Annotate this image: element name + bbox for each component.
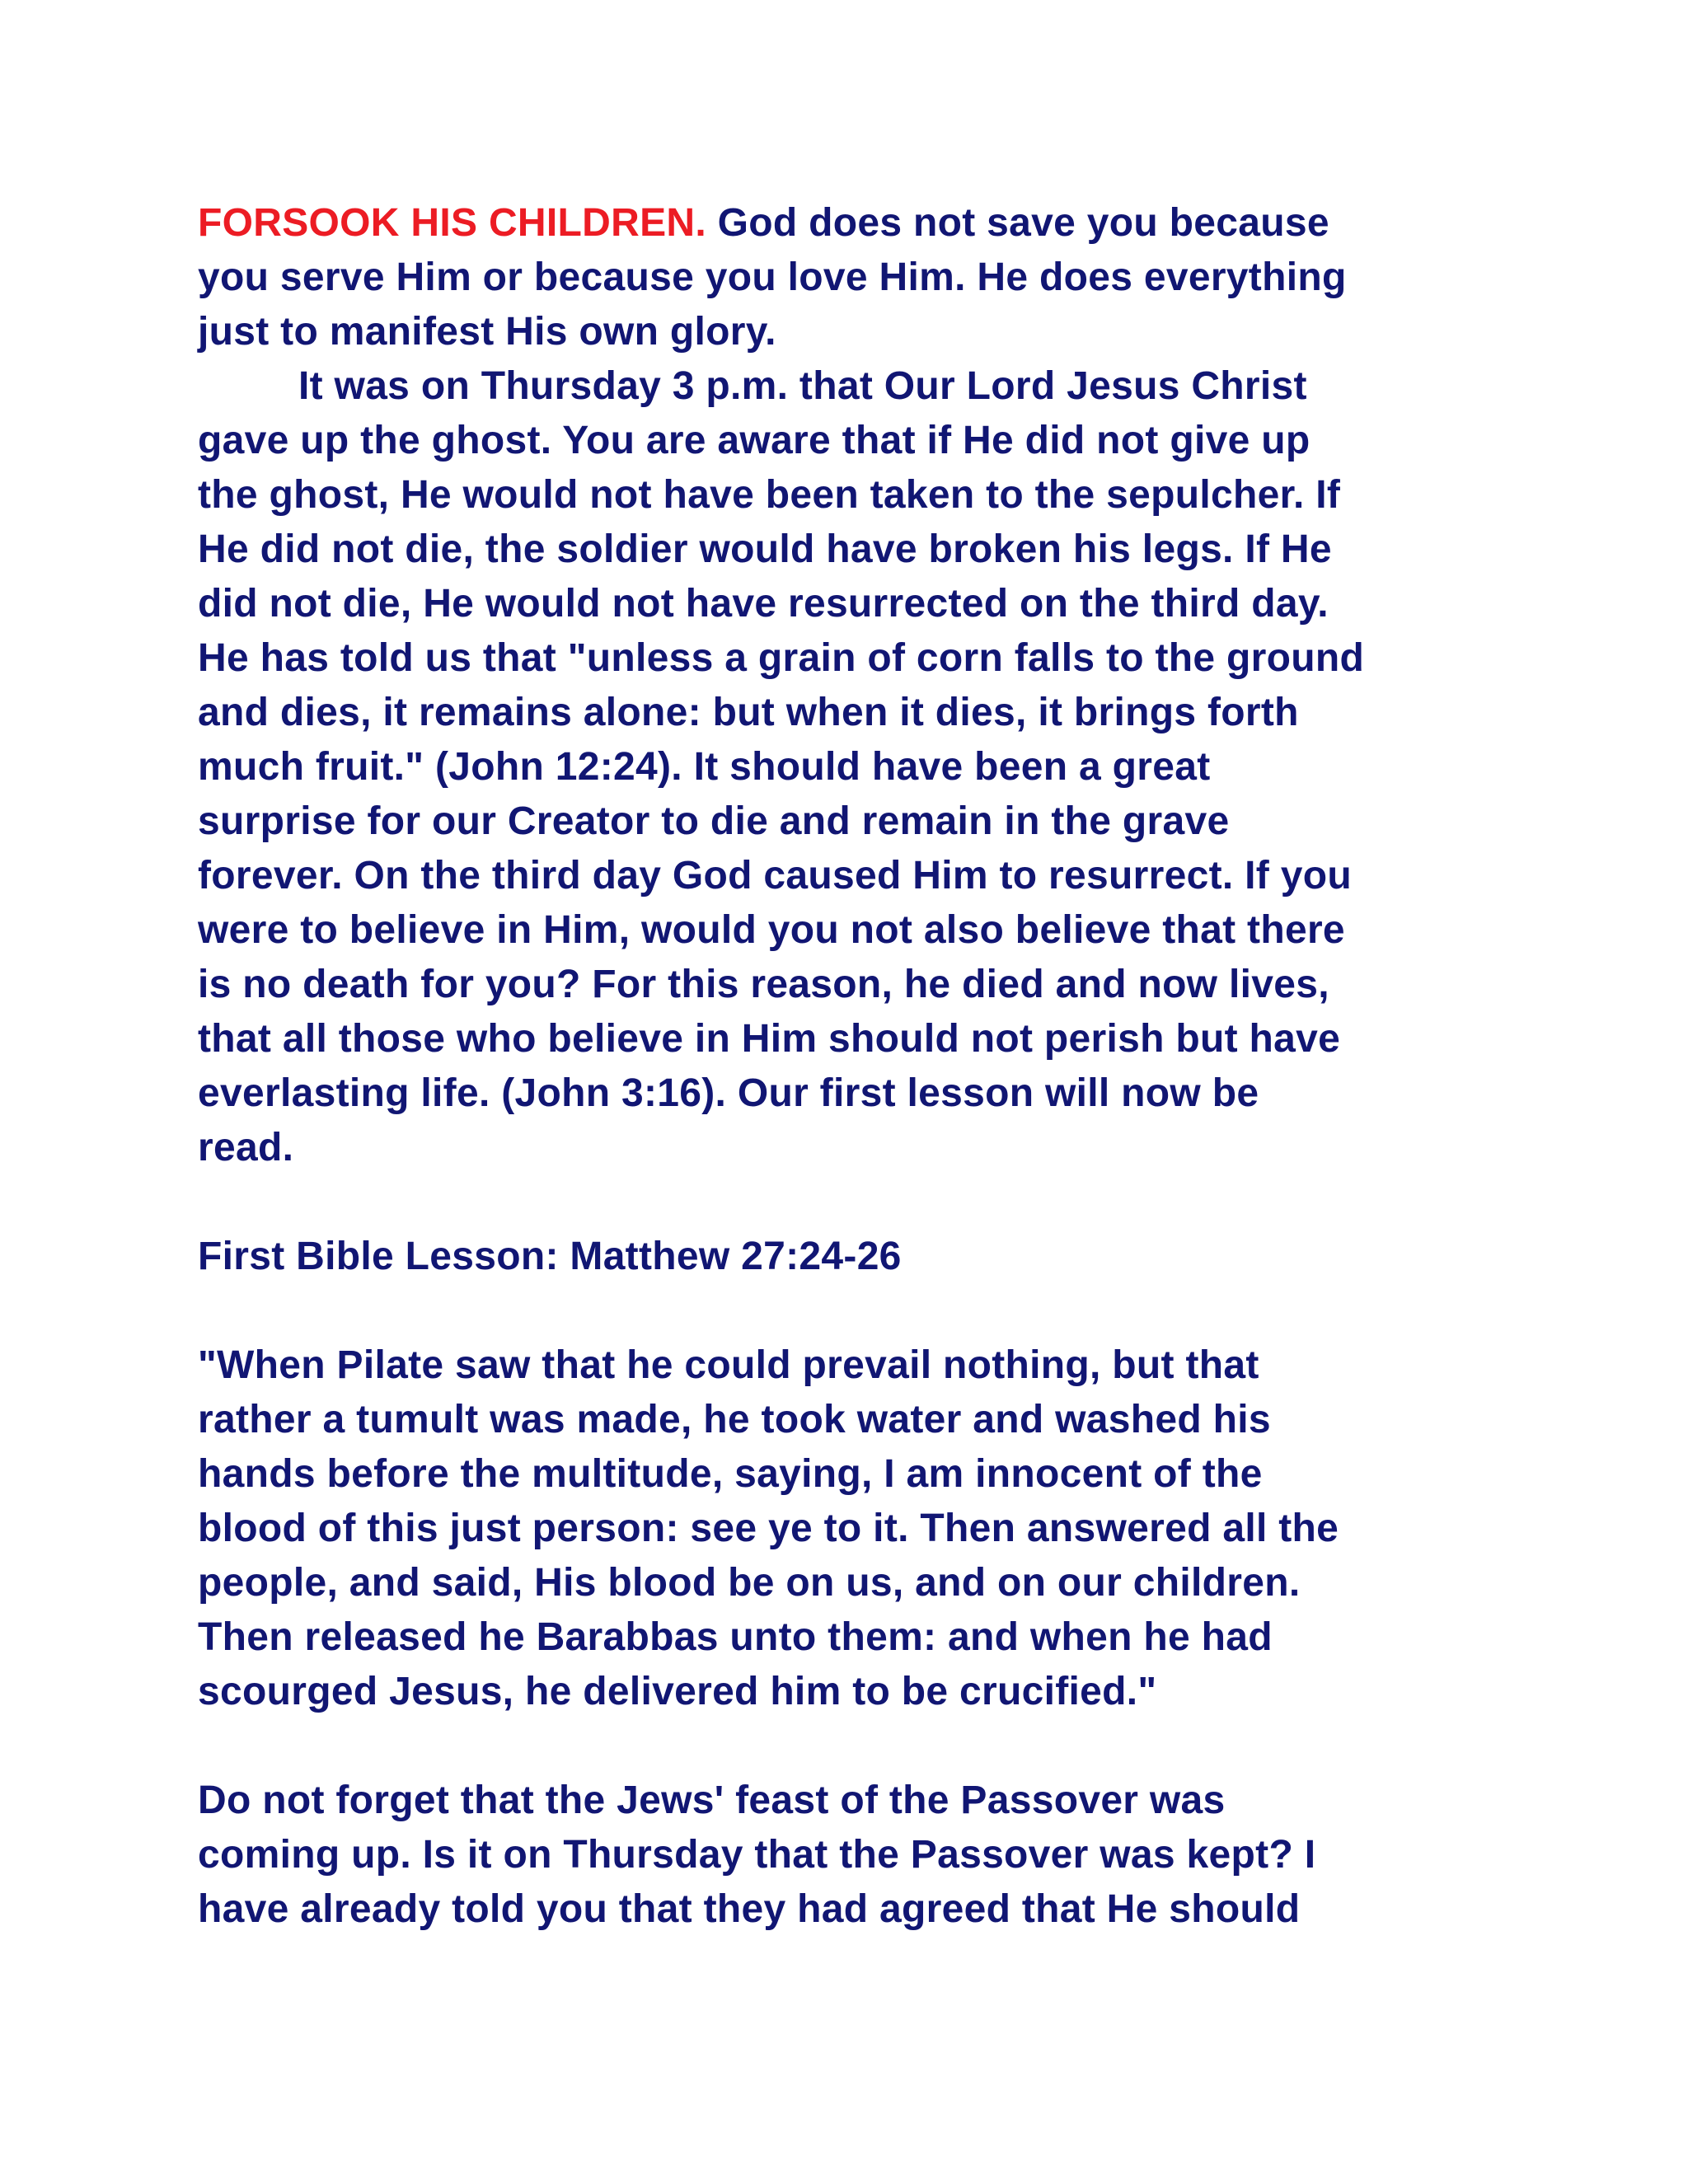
paragraph-3-line-3: have already told you that they had agreed that He should xyxy=(198,1887,1301,1931)
paragraph-2-line-4: He did not die, the soldier would have broken his legs. If He xyxy=(198,527,1332,571)
paragraph-2-line-14: everlasting life. (John 3:16). Our first lesson will now be xyxy=(198,1071,1259,1115)
paragraph-3-line-2: coming up. Is it on Thursday that the Passover was kept? I xyxy=(198,1833,1316,1877)
paragraph-2-line-8: much fruit." (John 12:24). It should have been a great xyxy=(198,745,1211,789)
paragraph-1-line-1-rest: God does not save you because xyxy=(706,201,1329,245)
quote-line-5: people, and said, His blood be on us, and on our children. xyxy=(198,1561,1301,1605)
blank-line xyxy=(198,1284,1525,1338)
paragraph-2-line-13: that all those who believe in Him should not perish but have xyxy=(198,1017,1341,1061)
paragraph-2-line-15: read. xyxy=(198,1126,294,1169)
paragraph-1-line-3: just to manifest His own glory. xyxy=(198,310,776,354)
quote-line-7: scourged Jesus, he delivered him to be crucified." xyxy=(198,1670,1157,1713)
red-heading-phrase: FORSOOK HIS CHILDREN. xyxy=(198,201,706,245)
lesson-heading: First Bible Lesson: Matthew 27:24-26 xyxy=(198,1235,902,1278)
quote-line-2: rather a tumult was made, he took water and washed his xyxy=(198,1398,1271,1441)
paragraph-2-line-10: forever. On the third day God caused Him to resurrect. If you xyxy=(198,854,1352,898)
paragraph-2-line-6: He has told us that "unless a grain of corn falls to the ground xyxy=(198,636,1365,680)
paragraph-1-line-1 xyxy=(198,196,1525,251)
paragraph-2-line-7: and dies, it remains alone: but when it dies, it brings forth xyxy=(198,691,1299,734)
quote-line-6: Then released he Barabbas unto them: and when he had xyxy=(198,1615,1273,1659)
quote-line-4: blood of this just person: see ye to it. Then answered all the xyxy=(198,1507,1339,1550)
paragraph-2-line-5: did not die, He would not have resurrected on the third day. xyxy=(198,582,1329,626)
paragraph-3-line-1: Do not forget that the Jews' feast of the Passover was xyxy=(198,1779,1226,1822)
paragraph-2-line-2: gave up the ghost. You are aware that if He did not give up xyxy=(198,419,1311,462)
paragraph-2-line-9: surprise for our Creator to die and remain in the grave xyxy=(198,799,1230,843)
paragraph-2-line-1: It was on Thursday 3 p.m. that Our Lord Jesus Christ xyxy=(298,364,1307,408)
paragraph-2-line-3: the ghost, He would not have been taken to the sepulcher. If xyxy=(198,473,1341,517)
blank-line xyxy=(198,1719,1525,1774)
blank-line xyxy=(198,1175,1525,1230)
paragraph-2-line-12: is no death for you? For this reason, he died and now lives, xyxy=(198,963,1329,1006)
quote-line-1: "When Pilate saw that he could prevail nothing, but that xyxy=(198,1343,1259,1387)
document-body xyxy=(198,196,1525,1937)
quote-line-3: hands before the multitude, saying, I am innocent of the xyxy=(198,1452,1263,1496)
paragraph-1-line-2: you serve Him or because you love Him. He does everything xyxy=(198,255,1347,299)
paragraph-2-line-11: were to believe in Him, would you not also believe that there xyxy=(198,908,1345,952)
